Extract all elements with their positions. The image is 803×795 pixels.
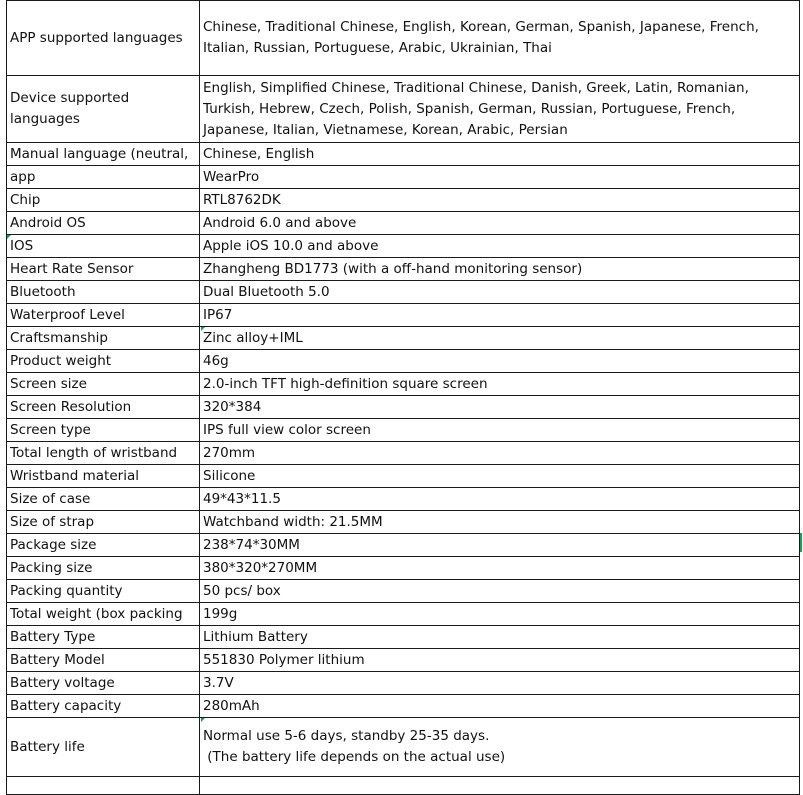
row-label bbox=[7, 777, 200, 795]
row-label: Screen size bbox=[7, 373, 200, 396]
table-row bbox=[7, 442, 800, 465]
row-value: IPS full view color screen bbox=[200, 419, 800, 442]
row-label: IOS bbox=[7, 235, 200, 258]
spec-table bbox=[6, 0, 800, 795]
row-label: Size of strap bbox=[7, 511, 200, 534]
table-row bbox=[7, 373, 800, 396]
table-row bbox=[7, 258, 800, 281]
row-label: app bbox=[7, 166, 200, 189]
battery-life-line-2: (The battery life depends on the actual use) bbox=[203, 749, 506, 765]
row-value bbox=[200, 777, 800, 795]
row-label: Device supported languages bbox=[7, 76, 200, 143]
table-row bbox=[7, 166, 800, 189]
row-value: Chinese, Traditional Chinese, English, Korean, German, Spanish, Japanese, French, Italian, Russian, Portuguese, Arabic, Ukrainian, Thai bbox=[200, 1, 800, 76]
cell-comment-marker bbox=[7, 235, 11, 239]
table-row bbox=[7, 189, 800, 212]
row-value: 320*384 bbox=[200, 396, 800, 419]
row-value: 280mAh bbox=[200, 695, 800, 718]
row-label: Android OS bbox=[7, 212, 200, 235]
row-value bbox=[200, 718, 800, 777]
spec-table-body bbox=[7, 1, 800, 795]
row-label: Total weight (box packing bbox=[7, 603, 200, 626]
table-row bbox=[7, 672, 800, 695]
row-label: Battery voltage bbox=[7, 672, 200, 695]
row-value: 551830 Polymer lithium bbox=[200, 649, 800, 672]
selection-edge-marker bbox=[800, 533, 802, 552]
table-row bbox=[7, 718, 800, 777]
row-value: 3.7V bbox=[200, 672, 800, 695]
row-value: 49*43*11.5 bbox=[200, 488, 800, 511]
row-value: Android 6.0 and above bbox=[200, 212, 800, 235]
row-label: Craftsmanship bbox=[7, 327, 200, 350]
row-value: 270mm bbox=[200, 442, 800, 465]
row-value: Zhangheng BD1773 (with a off-hand monitoring sensor) bbox=[200, 258, 800, 281]
row-label: Packing size bbox=[7, 557, 200, 580]
table-row bbox=[7, 304, 800, 327]
row-value: 50 pcs/ box bbox=[200, 580, 800, 603]
row-value: WearPro bbox=[200, 166, 800, 189]
row-value: 238*74*30MM bbox=[200, 534, 800, 557]
row-label: APP supported languages bbox=[7, 1, 200, 76]
row-value: RTL8762DK bbox=[200, 189, 800, 212]
row-value: English, Simplified Chinese, Traditional Chinese, Danish, Greek, Latin, Romanian, Turkish, Hebrew, Czech, Polish, Spanish, German, Russian, Portuguese, French, Japanese, Italian, Vietnamese, Korean, Arabic, Persian bbox=[200, 76, 800, 143]
row-label: Manual language (neutral, bbox=[7, 143, 200, 166]
row-value: Chinese, English bbox=[200, 143, 800, 166]
table-row bbox=[7, 235, 800, 258]
cell-comment-marker bbox=[201, 327, 205, 331]
row-value: Dual Bluetooth 5.0 bbox=[200, 281, 800, 304]
table-row bbox=[7, 76, 800, 143]
cell-comment-marker bbox=[201, 718, 205, 722]
table-row bbox=[7, 603, 800, 626]
row-label: Heart Rate Sensor bbox=[7, 258, 200, 281]
table-row bbox=[7, 580, 800, 603]
row-label: Size of case bbox=[7, 488, 200, 511]
row-label: Battery life bbox=[7, 718, 200, 777]
row-value: 46g bbox=[200, 350, 800, 373]
table-row bbox=[7, 777, 800, 795]
row-label: Battery Model bbox=[7, 649, 200, 672]
row-label: Wristband material bbox=[7, 465, 200, 488]
row-label: Package size bbox=[7, 534, 200, 557]
row-label: Screen Resolution bbox=[7, 396, 200, 419]
row-label: Bluetooth bbox=[7, 281, 200, 304]
row-value: Silicone bbox=[200, 465, 800, 488]
row-label: Product weight bbox=[7, 350, 200, 373]
battery-life-line-1: Normal use 5-6 days, standby 25-35 days. bbox=[203, 728, 490, 744]
row-label: Screen type bbox=[7, 419, 200, 442]
row-value: Apple iOS 10.0 and above bbox=[200, 235, 800, 258]
row-label: Battery Type bbox=[7, 626, 200, 649]
row-value: 380*320*270MM bbox=[200, 557, 800, 580]
row-value: Lithium Battery bbox=[200, 626, 800, 649]
table-row bbox=[7, 327, 800, 350]
table-row bbox=[7, 465, 800, 488]
table-row bbox=[7, 143, 800, 166]
table-row bbox=[7, 557, 800, 580]
row-value: Zinc alloy+IML bbox=[200, 327, 800, 350]
row-value: IP67 bbox=[200, 304, 800, 327]
table-row bbox=[7, 626, 800, 649]
row-label: Waterproof Level bbox=[7, 304, 200, 327]
table-row bbox=[7, 396, 800, 419]
table-row bbox=[7, 1, 800, 76]
row-label: Battery capacity bbox=[7, 695, 200, 718]
table-row bbox=[7, 695, 800, 718]
table-row bbox=[7, 488, 800, 511]
row-label: Chip bbox=[7, 189, 200, 212]
row-label: Packing quantity bbox=[7, 580, 200, 603]
table-row bbox=[7, 511, 800, 534]
table-row bbox=[7, 534, 800, 557]
row-label: Total length of wristband bbox=[7, 442, 200, 465]
table-row bbox=[7, 649, 800, 672]
table-row bbox=[7, 350, 800, 373]
table-row bbox=[7, 281, 800, 304]
row-value: 199g bbox=[200, 603, 800, 626]
table-row bbox=[7, 419, 800, 442]
row-value: Watchband width: 21.5MM bbox=[200, 511, 800, 534]
row-value: 2.0-inch TFT high-definition square screen bbox=[200, 373, 800, 396]
table-row bbox=[7, 212, 800, 235]
